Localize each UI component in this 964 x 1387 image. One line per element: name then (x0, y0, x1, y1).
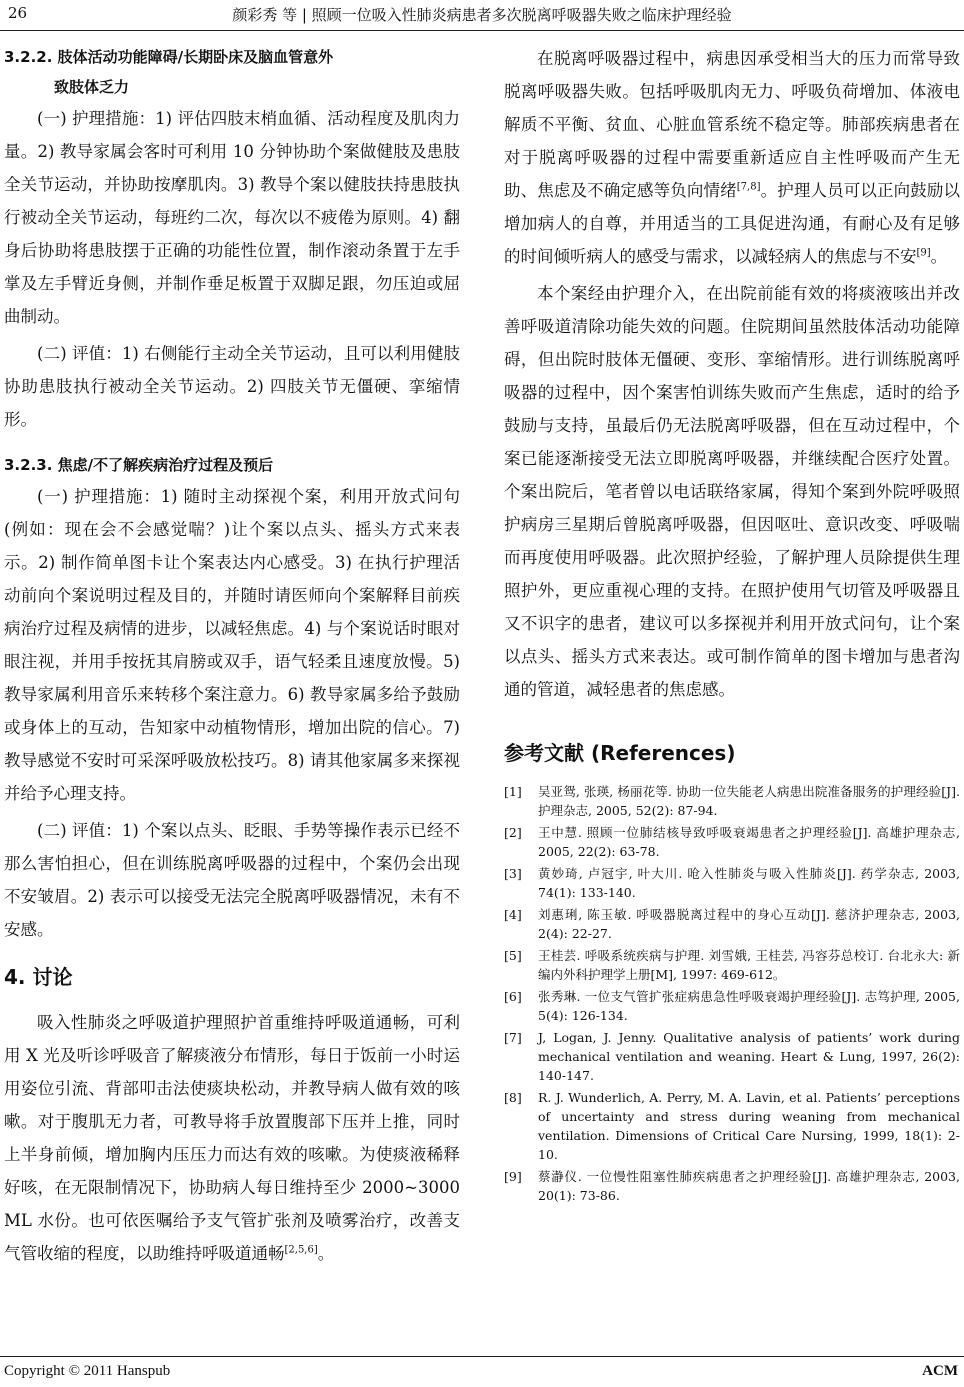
discussion-text-cont: 。护理人员可以正向鼓励以增加病人的自尊，并用适当的工具促进沟通，有耐心及有足够的时间倾听病人的感受与需求，以减轻病人的焦虑与不安 (504, 181, 961, 266)
paragraph-discussion-1 (4, 1006, 460, 1270)
reference-text: 黄妙琦, 卢冠宇, 叶大川. 呛入性肺炎与吸入性肺炎[J]. 药学杂志, 2003, 74(1): 133-140. (538, 866, 960, 900)
reference-number: [4] (504, 907, 522, 922)
paragraph-measures-1: (一) 护理措施：1) 评估四肢末梢血循、活动程度及肌肉力量。2) 教导家属会客时可利用 10 分钟协助个案做健肢及患肢全关节运动，并协助按摩肌肉。3) 教导个案以健肢扶持患肢执行被动全关节运动，每班约二次，每次以不疲倦为原则。4) 翻身后协助将患肢摆于正确的功能性位置，制作滚动条置于左手掌及左手臂近身侧，并制作垂足板置于双脚足跟，勿压迫或屈曲制动。 (4, 109, 460, 326)
reference-number: [9] (504, 1169, 522, 1184)
reference-number: [5] (504, 948, 522, 963)
discussion-text: 吸入性肺炎之呼吸道护理照护首重维持呼吸道通畅，可利用 X 光及听诊呼吸音了解痰液分布情形，每日于饭前一小时运用姿位引流、背部叩击法使痰块松动，并教导病人做有效的咳嗽。对于腹肌无力者，可教导将手放置腹部下压并上推，同时上半身前倾，增加胸内压压力而达有效的咳嗽。为使痰液稀释好咳，在无限制情况下，协助病人每日维持至少 2000~3000 ML 水份。也可依医嘱给予支气管扩张剂及喷雾治疗，改善支气管收缩的程度，以助维持呼吸道通畅 (4, 1013, 460, 1263)
reference-item (504, 782, 960, 820)
section-heading-3-2-3: 3.2.3. 焦虑/不了解疾病治疗过程及预后 (4, 456, 274, 474)
paragraph-measures-2: (一) 护理措施：1) 随时主动探视个案，利用开放式问句(例如：现在会不会感觉喘？)让个案以点头、摇头方式来表示。2) 制作简单图卡让个案表达内心感受。3) 在执行护理活动前向个案说明过程及目的，并随时请医师向个案解释目前疾病治疗过程及病情的进步，以减轻焦虑。4) 与个案说话时眼对眼注视，并用手按抚其肩膀或双手，语气轻柔且速度放慢。5) 教导家属利用音乐来转移个案注意力。6) 教导家属多给予鼓励或身体上的互动，告知家中动植物情形，增加出院的信心。7) 教导感觉不安时可采深呼吸放松技巧。8) 请其他家属多来探视并给予心理支持。 (4, 487, 460, 803)
reference-number: [6] (504, 989, 522, 1004)
right-column (504, 42, 960, 1208)
section-heading-3-2-2-cont: 致肢体乏力 (54, 78, 130, 96)
reference-item (504, 1088, 960, 1164)
reference-text: 王桂芸. 呼吸系统疾病与护理. 刘雪娥, 王桂芸, 冯容芬总校订. 台北永大: 新编内外科护理学上册[M], 1997: 469-612。 (538, 948, 960, 982)
reference-item (504, 1028, 960, 1085)
reference-item (504, 1167, 960, 1205)
reference-number: [7] (504, 1030, 522, 1045)
punctuation: 。 (930, 247, 948, 266)
page-number: 26 (8, 4, 28, 22)
reference-text: 王中慧. 照顾一位肺结核导致呼吸衰竭患者之护理经验[J]. 高雄护理杂志, 2005, 22(2): 63-78. (538, 825, 960, 859)
paragraph-discussion-3: 本个案经由护理介入，在出院前能有效的将痰液咳出并改善呼吸道清除功能失效的问题。住院期间虽然肢体活动功能障碍，但出院时肢体无僵硬、变形、挛缩情形。进行训练脱离呼吸器的过程中，因个案害怕训练失败而产生焦虑，适时的给予鼓励与支持，虽最后仍无法脱离呼吸器，但在互动过程中，个案已能逐渐接受无法立即脱离呼吸器，并继续配合医疗处置。个案出院后，笔者曾以电话联络家属，得知个案到外院呼吸照护病房三星期后曾脱离呼吸器，但因呕吐、意识改变、呼吸喘而再度使用呼吸器。此次照护经验，了解护理人员除提供生理照护外，更应重视心理的支持。在照护使用气切管及呼吸器且又不识字的患者，建议可以多探视并利用开放式问句，让个案以点头、摇头方式来表达。或可制作简单的图卡增加与患者沟通的管道，减轻患者的焦虑感。 (504, 284, 960, 699)
reference-item (504, 946, 960, 984)
reference-number: [1] (504, 784, 522, 799)
copyright: Copyright © 2011 Hanspub (4, 1363, 171, 1379)
paragraph-evaluation-2: (二) 评值：1) 个案以点头、眨眼、手势等操作表示已经不那么害怕担心，但在训练脱离呼吸器的过程中，个案仍会出现不安皱眉。2) 表示可以接受无法完全脱离呼吸器情况，未有不安感。 (4, 821, 460, 939)
left-column (4, 42, 460, 1274)
paragraph-discussion-2 (504, 42, 960, 273)
reference-text: 吴亚鸳, 张瑛, 杨丽花等. 协助一位失能老人病患出院准备服务的护理经验[J]. 护理杂志, 2005, 52(2): 87-94. (538, 784, 960, 818)
reference-list (504, 782, 960, 1205)
page-header (0, 0, 964, 31)
reference-text: 张秀琳. 一位支气管扩张症病患急性呼吸衰竭护理经验[J]. 志笃护理, 2005, 5(4): 126-134. (538, 989, 960, 1023)
reference-item (504, 823, 960, 861)
section-heading-3-2-2: 3.2.2. 肢体活动功能障碍/长期卧床及脑血管意外 (4, 48, 334, 66)
reference-item (504, 987, 960, 1025)
reference-item (504, 864, 960, 902)
running-title: 颜彩秀 等 | 照顾一位吸入性肺炎病患者多次脱离呼吸器失败之临床护理经验 (232, 6, 732, 24)
journal-name: ACM (922, 1363, 958, 1379)
paragraph-evaluation-1: (二) 评值：1) 右侧能行主动全关节运动，且可以利用健肢协助患肢执行被动全关节运动。2) 四肢关节无僵硬、挛缩情形。 (4, 344, 460, 429)
reference-text: J, Logan, J. Jenny. Qualitative analysis of patients’ work during mechanical ventilation and weaning. Heart & Lung, 1997, 26(2): 140-147. (538, 1030, 960, 1083)
punctuation: 。 (317, 1244, 335, 1263)
reference-text: 蔡瀞仪. 一位慢性阻塞性肺疾病患者之护理经验[J]. 高雄护理杂志, 2003, 20(1): 73-86. (538, 1169, 960, 1203)
reference-number: [8] (504, 1090, 522, 1105)
reference-text: R. J. Wunderlich, A. Perry, M. A. Lavin, et al. Patients’ perceptions of uncertainty and stress during weaning from mechanical ventilation. Dimensions of Critical Care Nursing, 1999, 18(1): 2-10. (538, 1090, 960, 1162)
reference-item (504, 905, 960, 943)
section-heading-discussion: 4. 讨论 (4, 965, 73, 989)
references-heading: 参考文献 (References) (504, 741, 736, 765)
reference-text: 刘惠琍, 陈玉敏. 呼吸器脱离过程中的身心互动[J]. 慈济护理杂志, 2003, 2(4): 22-27. (538, 907, 960, 941)
citation: [2,5,6] (284, 1244, 318, 1256)
discussion-text: 在脱离呼吸器过程中，病患因承受相当大的压力而常导致脱离呼吸器失败。包括呼吸肌肉无力、呼吸负荷增加、体液电解质不平衡、贫血、心脏血管系统不稳定等。肺部疾病患者在对于脱离呼吸器的过程中需要重新适应自主性呼吸而产生无助、焦虑及不确定感等负向情绪 (504, 49, 960, 200)
page-footer (0, 1356, 964, 1387)
citation: [9] (916, 247, 931, 259)
citation: [7,8] (736, 181, 761, 193)
reference-number: [2] (504, 825, 522, 840)
reference-number: [3] (504, 866, 522, 881)
